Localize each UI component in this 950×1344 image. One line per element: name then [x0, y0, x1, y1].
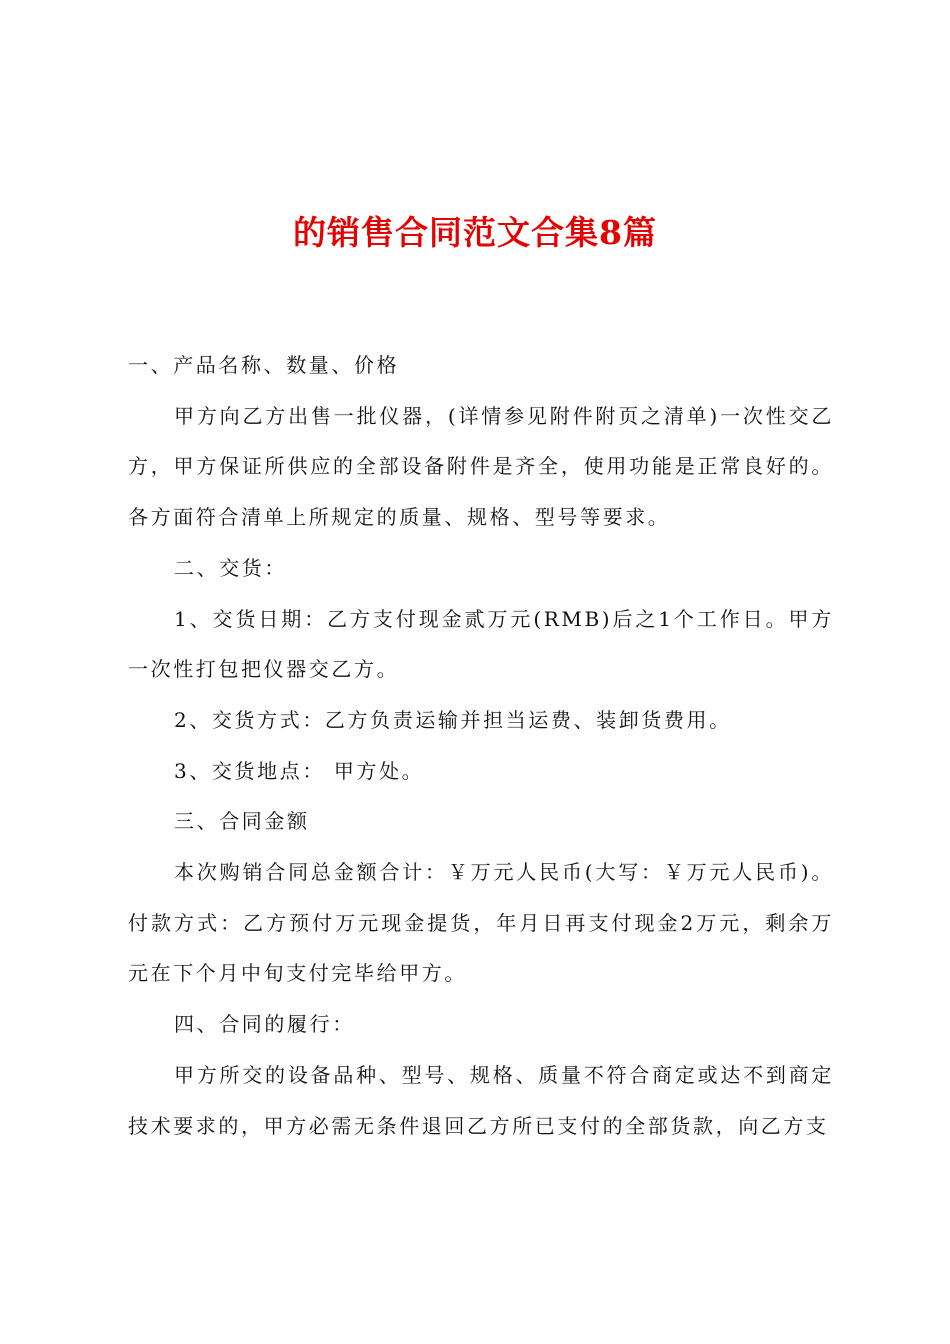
section-heading-performance: 四、合同的履行：	[174, 1012, 355, 1037]
section-heading-amount: 三、合同金额	[174, 809, 310, 834]
paragraph-performance: 甲方所交的设备品种、型号、规格、质量不符合商定或达不到商定技术要求的，甲方必需无条件退回乙方所已支付的全部货款，向乙方支	[128, 1062, 834, 1138]
paragraph-delivery-date: 1、交货日期：乙方支付现金贰万元(RMB)后之1个工作日。甲方一次性打包把仪器交乙方。	[128, 606, 834, 682]
section-heading-product: 一、产品名称、数量、价格	[128, 353, 400, 377]
paragraph-contract-amount: 本次购销合同总金额合计：￥万元人民币(大写：￥万元人民币)。付款方式：乙方预付万元现金提货，年月日再支付现金2万元，剩余万元在下个月中旬支付完毕给甲方。	[128, 860, 834, 986]
paragraph-product-description: 甲方向乙方出售一批仪器，(详情参见附件附页之清单)一次性交乙方，甲方保证所供应的全部设备附件是齐全，使用功能是正常良好的。各方面符合清单上所规定的质量、规格、型号等要求。	[128, 403, 834, 530]
document-title: 的销售合同范文合集8篇	[293, 213, 657, 252]
paragraph-delivery-method: 2、交货方式：乙方负责运输并担当运费、装卸货费用。	[174, 707, 732, 732]
paragraph-delivery-location: 3、交货地点： 甲方处。	[174, 758, 425, 783]
document-body	[128, 340, 834, 1151]
section-heading-delivery: 二、交货：	[174, 555, 287, 580]
